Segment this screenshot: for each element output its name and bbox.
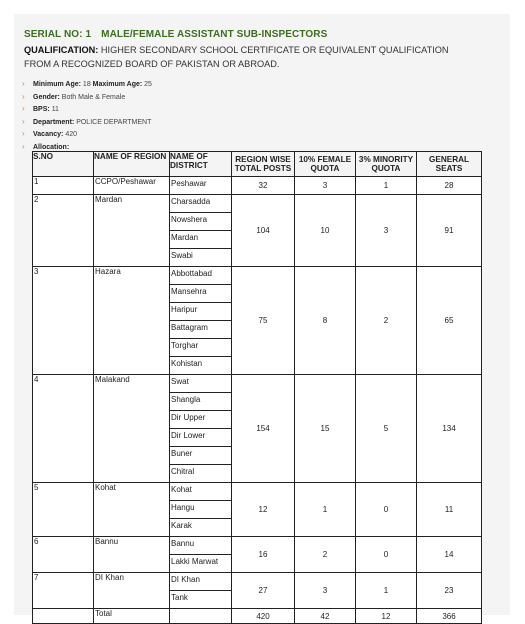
total-label-cell: Total xyxy=(94,609,170,624)
district-name: Battagram xyxy=(170,321,231,339)
max-age-value: 25 xyxy=(144,81,152,88)
district-name: Chitral xyxy=(171,467,195,476)
district-name: Mardan xyxy=(170,231,231,249)
info-list xyxy=(22,78,152,153)
total-posts-cell: 75 xyxy=(232,267,295,375)
total-posts-cell: 32 xyxy=(232,177,295,195)
sno-cell: 5 xyxy=(33,483,94,537)
general-seats-cell: 23 xyxy=(417,573,482,609)
max-age-label: Maximum Age: xyxy=(92,81,143,88)
allocation-table xyxy=(32,151,482,624)
district-cell xyxy=(170,573,232,609)
district-cell xyxy=(170,483,232,537)
region-cell: CCPO/Peshawar xyxy=(94,177,170,195)
total-minority-cell: 12 xyxy=(356,609,417,624)
district-name: Karak xyxy=(171,521,192,530)
district-list xyxy=(170,483,231,536)
department-label: Department: xyxy=(33,118,75,126)
female-quota-cell: 2 xyxy=(295,537,356,573)
total-posts-cell: 420 xyxy=(232,609,295,624)
district-name: Peshawar xyxy=(171,179,207,188)
col-header-region: NAME OF REGION xyxy=(94,152,170,177)
table-header-row xyxy=(33,152,482,177)
sno-cell: 3 xyxy=(33,267,94,375)
district-list xyxy=(170,267,231,374)
female-quota-cell: 8 xyxy=(295,267,356,375)
district-list xyxy=(170,375,231,482)
district-list xyxy=(170,195,231,266)
table-row xyxy=(33,375,482,483)
female-quota-cell: 10 xyxy=(295,195,356,267)
chevron-right-icon: › xyxy=(22,141,25,151)
total-posts-cell: 27 xyxy=(232,573,295,609)
district-list xyxy=(170,537,231,572)
total-general-cell: 366 xyxy=(417,609,482,624)
col-header-female-quota: 10% FEMALE QUOTA xyxy=(295,152,356,177)
minority-quota-cell: 0 xyxy=(356,537,417,573)
general-seats-cell: 14 xyxy=(417,537,482,573)
col-header-district: NAME OF DISTRICT xyxy=(170,152,232,177)
district-name: Kohistan xyxy=(171,359,203,368)
department-value: POLICE DEPARTMENT xyxy=(76,118,152,126)
sno-cell: 7 xyxy=(33,573,94,609)
info-age xyxy=(22,78,152,91)
gender-label: Gender: xyxy=(33,93,60,101)
table-row xyxy=(33,483,482,537)
female-quota-cell: 3 xyxy=(295,177,356,195)
minority-quota-cell: 1 xyxy=(356,177,417,195)
district-name: Abbottabad xyxy=(170,267,231,285)
minority-quota-cell: 2 xyxy=(356,267,417,375)
district-name: Nowshera xyxy=(170,213,231,231)
district-list xyxy=(170,177,231,194)
table-row xyxy=(33,537,482,573)
district-name: Dir Upper xyxy=(170,411,231,429)
district-name: Buner xyxy=(170,447,231,465)
post-title: MALE/FEMALE ASSISTANT SUB-INSPECTORS xyxy=(101,29,328,40)
district-name: Swabi xyxy=(171,251,193,260)
district-name: Kohat xyxy=(170,483,231,501)
qualification-label: QUALIFICATION: xyxy=(24,45,99,55)
general-seats-cell: 28 xyxy=(417,177,482,195)
vacancy-label: Vacancy: xyxy=(33,131,64,138)
district-name: Hangu xyxy=(170,501,231,519)
region-cell: DI Khan xyxy=(94,573,170,609)
chevron-right-icon: › xyxy=(22,116,25,126)
table-row xyxy=(33,267,482,375)
sno-cell: 4 xyxy=(33,375,94,483)
sno-cell: 6 xyxy=(33,537,94,573)
region-cell: Mardan xyxy=(94,195,170,267)
chevron-right-icon: › xyxy=(22,91,25,101)
region-cell: Malakand xyxy=(94,375,170,483)
district-cell xyxy=(170,375,232,483)
col-header-total-posts: REGION WISE TOTAL POSTS xyxy=(232,152,295,177)
sno-cell: 2 xyxy=(33,195,94,267)
total-posts-cell: 104 xyxy=(232,195,295,267)
district-name: Tank xyxy=(171,593,188,602)
col-header-minority-quota: 3% MINORITY QUOTA xyxy=(356,152,417,177)
bps-label: BPS: xyxy=(33,106,50,113)
district-name: Shangla xyxy=(170,393,231,411)
minority-quota-cell: 5 xyxy=(356,375,417,483)
female-quota-cell: 1 xyxy=(295,483,356,537)
table-row xyxy=(33,177,482,195)
col-header-sno: S.NO xyxy=(33,152,94,177)
district-list xyxy=(170,573,231,608)
district-cell xyxy=(170,195,232,267)
total-posts-cell: 154 xyxy=(232,375,295,483)
minority-quota-cell: 0 xyxy=(356,483,417,537)
district-name: Haripur xyxy=(170,303,231,321)
minority-quota-cell: 3 xyxy=(356,195,417,267)
district-cell xyxy=(170,177,232,195)
region-cell: Kohat xyxy=(94,483,170,537)
chevron-right-icon: › xyxy=(22,104,25,113)
qualification-text: HIGHER SECONDARY SCHOOL CERTIFICATE OR EQUIVALENT QUALIFICATION FROM A RECOGNIZED BOARD OF PAKISTAN OR ABROAD. xyxy=(24,45,449,69)
district-name: Torghar xyxy=(170,339,231,357)
total-posts-cell: 16 xyxy=(232,537,295,573)
total-blank-cell xyxy=(33,609,94,624)
sno-cell: 1 xyxy=(33,177,94,195)
min-age-value: 18 xyxy=(82,81,91,88)
col-header-general-seats: GENERAL SEATS xyxy=(417,152,482,177)
district-name: DI Khan xyxy=(170,573,231,591)
general-seats-cell: 134 xyxy=(417,375,482,483)
district-cell xyxy=(170,267,232,375)
district-name: Lakki Marwat xyxy=(171,557,219,566)
chevron-right-icon: › xyxy=(22,129,25,138)
serial-heading xyxy=(24,29,327,40)
district-name: Swat xyxy=(170,375,231,393)
district-name: Charsadda xyxy=(170,195,231,213)
total-posts-cell: 12 xyxy=(232,483,295,537)
minority-quota-cell: 1 xyxy=(356,573,417,609)
info-gender xyxy=(22,91,152,104)
info-department xyxy=(22,116,152,129)
chevron-right-icon: › xyxy=(22,79,25,88)
female-quota-cell: 15 xyxy=(295,375,356,483)
district-name: Dir Lower xyxy=(170,429,231,447)
table-row xyxy=(33,573,482,609)
total-blank-cell xyxy=(170,609,232,624)
bps-value: 11 xyxy=(51,106,59,113)
vacancy-value: 420 xyxy=(65,131,77,138)
qualification xyxy=(24,44,464,71)
table-row xyxy=(33,195,482,267)
min-age-label: Minimum Age: xyxy=(33,81,81,88)
allocation-label: Allocation: xyxy=(33,143,70,151)
gender-value: Both Male & Female xyxy=(61,93,126,101)
total-row xyxy=(33,609,482,624)
female-quota-cell: 3 xyxy=(295,573,356,609)
info-vacancy xyxy=(22,128,152,141)
serial-label: SERIAL NO: 1 xyxy=(24,29,92,40)
region-cell: Hazara xyxy=(94,267,170,375)
region-cell: Bannu xyxy=(94,537,170,573)
district-cell xyxy=(170,537,232,573)
district-name: Bannu xyxy=(170,537,231,555)
district-name: Mansehra xyxy=(170,285,231,303)
info-bps xyxy=(22,103,152,116)
total-female-cell: 42 xyxy=(295,609,356,624)
general-seats-cell: 11 xyxy=(417,483,482,537)
general-seats-cell: 91 xyxy=(417,195,482,267)
general-seats-cell: 65 xyxy=(417,267,482,375)
